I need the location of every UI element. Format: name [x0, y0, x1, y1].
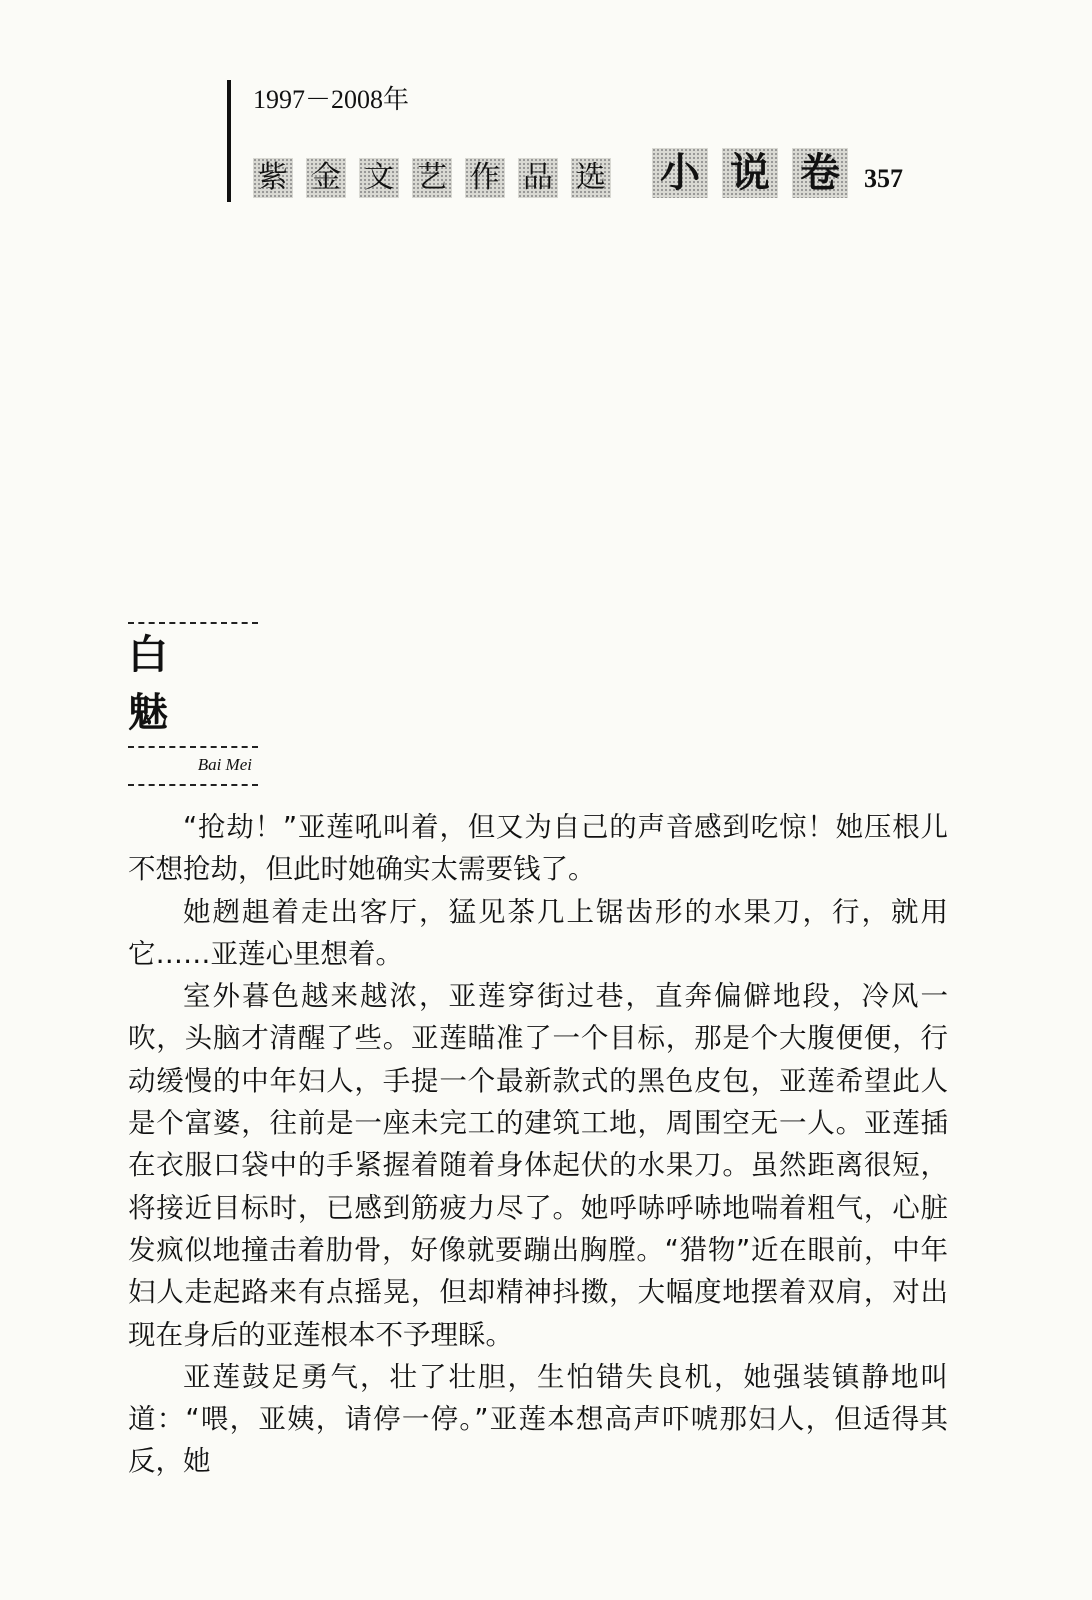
story-body	[128, 806, 948, 1483]
story-title-block	[128, 622, 258, 786]
dashed-rule	[128, 746, 258, 748]
page-number: 357	[864, 164, 903, 193]
paragraph: “抢劫！”亚莲吼叫着，但又为自己的声音感到吃惊！她压根儿不想抢劫，但此时她确实太需要钱了。	[128, 811, 948, 886]
volume-char: 小	[652, 148, 708, 198]
series-char: 品	[518, 158, 558, 198]
paragraph: 亚莲鼓足勇气，壮了壮胆，生怕错失良机，她强装镇静地叫道：“喂，亚姨，请停一停。”亚莲本想高声吓唬那妇人，但适得其反，她	[128, 1360, 948, 1478]
running-header	[227, 80, 951, 202]
series-title	[253, 148, 903, 198]
year-range: 1997－2008年	[253, 85, 410, 114]
series-char: 金	[306, 158, 346, 198]
series-char: 文	[359, 158, 399, 198]
series-char: 作	[465, 158, 505, 198]
story-subtitle: Bai Mei	[197, 755, 252, 774]
dashed-rule	[128, 784, 258, 786]
series-char: 选	[571, 158, 611, 198]
series-char: 艺	[412, 158, 452, 198]
series-char: 紫	[253, 158, 293, 198]
paragraph: 她趔趄着走出客厅，猛见茶几上锯齿形的水果刀，行，就用它……亚莲心里想着。	[128, 895, 948, 970]
story-title: 白魅	[128, 632, 204, 736]
dashed-rule	[128, 622, 258, 624]
volume-char: 卷	[792, 148, 848, 198]
paragraph: 室外暮色越来越浓，亚莲穿街过巷，直奔偏僻地段，冷风一吹，头脑才清醒了些。亚莲瞄准了一个目标，那是个大腹便便，行动缓慢的中年妇人，手提一个最新款式的黑色皮包，亚莲希望此人是个富婆，往前是一座未完工的建筑工地，周围空无一人。亚莲插在衣服口袋中的手紧握着随着身体起伏的水果刀。虽然距离很短，将接近目标时，已感到筋疲力尽了。她呼哧呼哧地喘着粗气，心脏发疯似地撞击着肋骨，好像就要蹦出胸膛。“猎物”近在眼前，中年妇人走起路来有点摇晃，但却精神抖擞，大幅度地摆着双肩，对出现在身后的亚莲根本不予理睬。	[128, 980, 948, 1351]
volume-char: 说	[722, 148, 778, 198]
